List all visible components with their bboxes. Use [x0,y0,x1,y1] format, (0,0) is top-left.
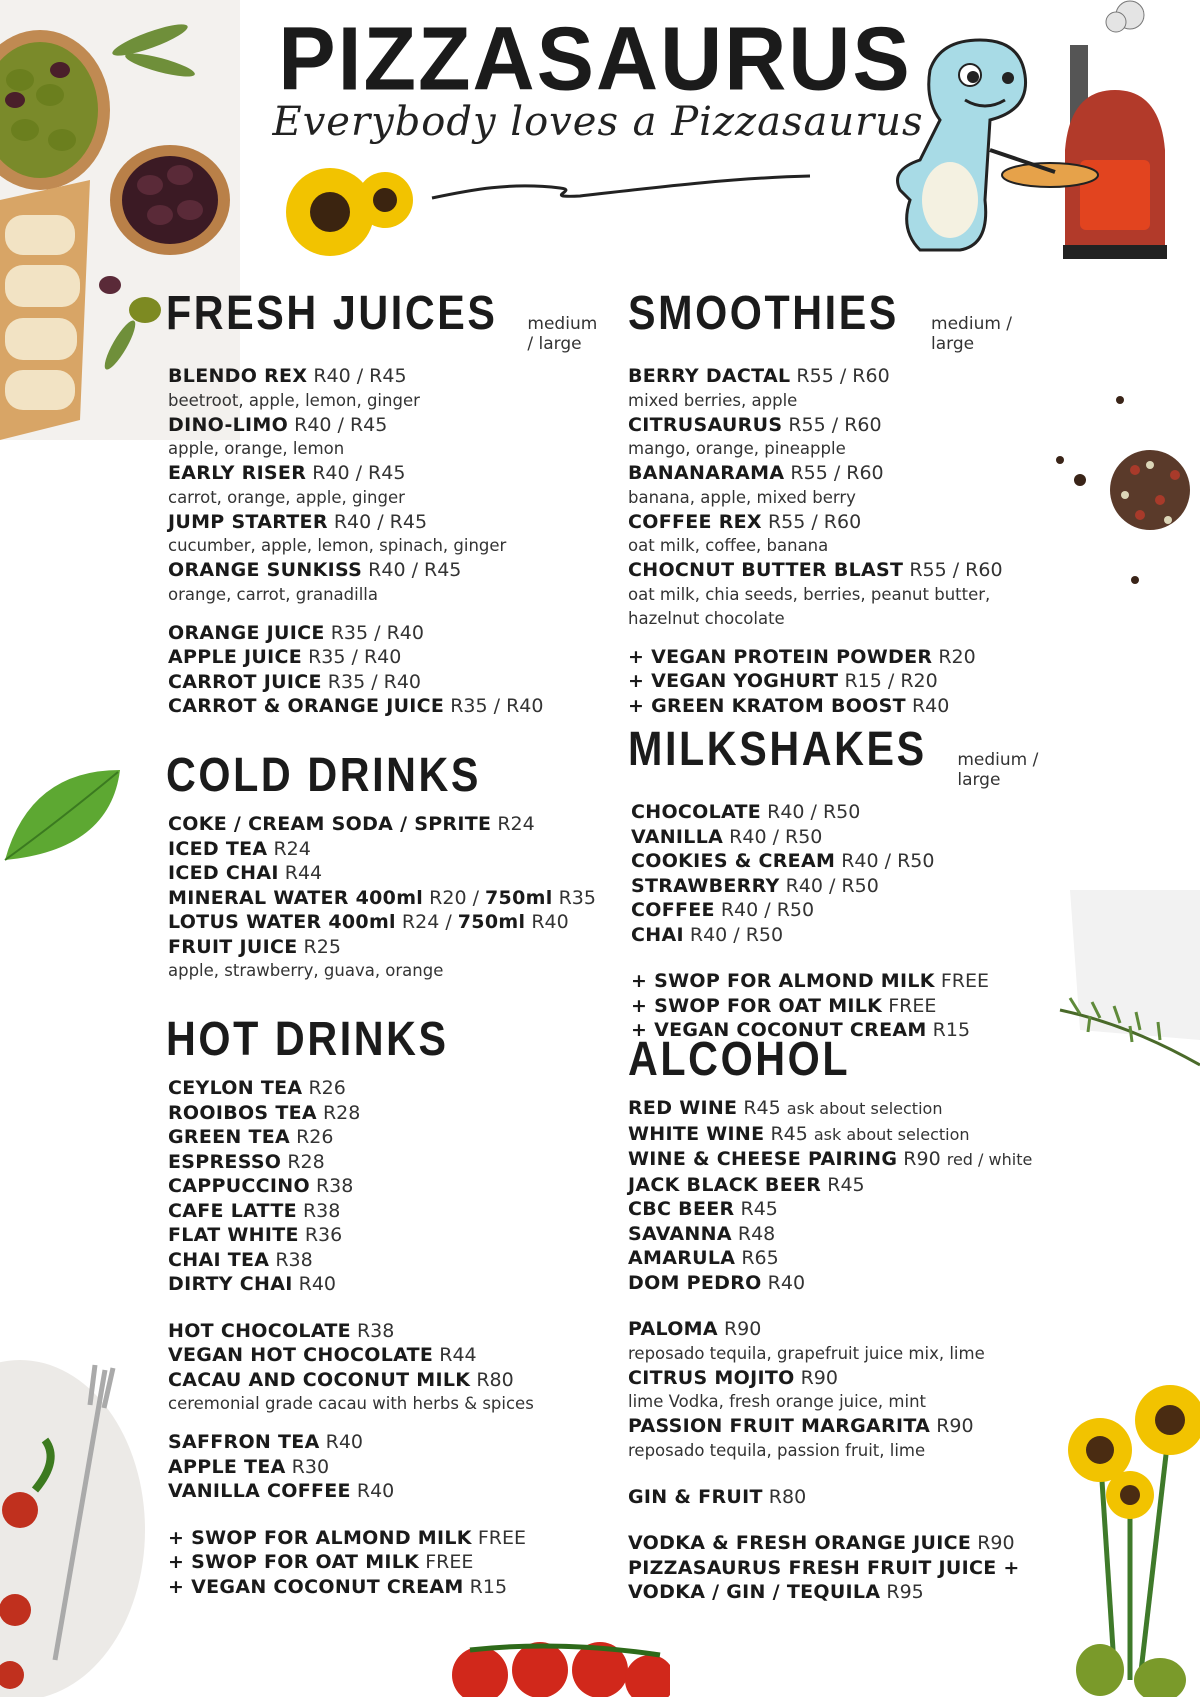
menu-item: ORANGE SUNKISS R40 / R45 orange, carrot, granadilla [168,559,462,604]
menu-item: SAFFRON TEA R40 [168,1431,364,1453]
menu-item: CACAU AND COCONUT MILK R80 [168,1368,514,1391]
menu-item: APPLE TEA R30 [168,1455,330,1478]
menu-extra: + SWOP FOR ALMOND MILK FREE [168,1526,526,1549]
menu-item: BERRY DACTAL R55 / R60 [628,365,890,387]
brand-title: PIZZASAURUS [278,8,912,110]
menu-item: CBC BEER R45 [628,1198,778,1220]
menu-item: RED WINE R45 ask about selection [628,1097,943,1119]
section-sizes: medium / large [931,314,1013,354]
menu-item: BANANARAMA R55 / R60 [628,462,884,484]
fresh-juices-section [168,288,608,719]
menu-item: ICED TEA R24 [168,837,311,860]
menu-item: PIZZASAURUS FRESH FRUIT JUICE + [628,1556,1020,1579]
menu-item: CHOCNUT BUTTER BLAST R55 / R60 [628,559,1003,581]
sunflower-icon [280,160,420,270]
tomatoes-icon [450,1620,670,1697]
section-title: HOT DRINKS [166,1013,449,1066]
menu-item: SAVANNA R48 [628,1222,776,1245]
menu-item: LOTUS WATER 400ml R24 / 750ml R40 [168,911,569,933]
tagline-swoosh [430,168,830,208]
menu-item: COFFEE REX R55 / R60 [628,510,862,533]
menu-item: AMARULA R65 [628,1247,779,1269]
smoothies-section: SMOOTHIES medium / large BERRY DACTAL R55 / R60 mixed berries, apple CITRUSAURUS R55 / R60 mango, orange, pineapple BANANARAMA R55 / R60 banana, apple, mixed berry COFFEE REX R55 / R60 oat milk, coffee, banana CHOCNUT BUTTER BLAST R55 / R60 oat milk, chia seeds, berries, peanut butter, hazelnut chocolate + VEGAN PROTEIN POWDER R20 + VEGAN YOGHURT R15 / R20 + GREEN KRATOM BOOST R40 [628,288,1058,718]
menu-item: COOKIES & CREAM R40 / R50 [631,850,935,872]
menu-item: ORANGE JUICE R35 / R40 [168,621,424,644]
menu-item: MINERAL WATER 400ml R20 / 750ml R35 [168,886,596,909]
menu-extra: + VEGAN COCONUT CREAM R15 [631,1019,971,1041]
menu-item: COFFEE R40 / R50 [631,899,815,921]
menu-item: VODKA / GIN / TEQUILA R95 [628,1581,924,1603]
menu-item: DOM PEDRO R40 [628,1271,806,1294]
menu-extra: + VEGAN COCONUT CREAM R15 [168,1575,508,1598]
menu-item: DIRTY CHAI R40 [168,1273,337,1295]
menu-item: DINO-LIMO R40 / R45 apple, orange, lemon [168,413,388,458]
peppercorns-icon [1040,370,1200,620]
section-title: FRESH JUICES [166,287,498,340]
menu-item: GREEN TEA R26 [168,1126,334,1148]
menu-item: PASSION FRUIT MARGARITA R90 [628,1415,974,1437]
menu-item: JACK BLACK BEER R45 [628,1173,865,1196]
menu-item: FLAT WHITE R36 [168,1224,343,1246]
chili-plate-icon [0,1360,150,1697]
menu-item: WINE & CHEESE PAIRING R90 red / white [628,1148,1033,1170]
section-sizes: medium / large [957,750,1039,790]
menu-item: VANILLA R40 / R50 [631,825,823,848]
menu-item: CARROT & ORANGE JUICE R35 / R40 [168,695,544,717]
menu-item: VODKA & FRESH ORANGE JUICE R90 [628,1532,1015,1554]
menu-item: GIN & FRUIT R80 [628,1485,807,1508]
menu-item: ESPRESSO R28 [168,1150,325,1173]
menu-item: CITRUS MOJITO R90 [628,1366,838,1389]
menu-item: APPLE JUICE R35 / R40 [168,646,402,668]
menu-item: CHAI R40 / R50 [631,923,784,946]
menu-item: CARROT JUICE R35 / R40 [168,670,422,693]
cold-drinks-section [168,750,596,983]
menu-item: JUMP STARTER R40 / R45 cucumber, apple, lemon, spinach, ginger [168,510,507,555]
menu-extra: + SWOP FOR OAT MILK FREE [168,1551,474,1573]
rosemary-icon [1040,890,1200,1090]
brand-tagline: Everybody loves a Pizzasaurus [272,99,924,145]
menu-item: EARLY RISER R40 / R45 carrot, orange, apple, ginger [168,462,406,507]
item-description: ceremonial grade cacau with herbs & spices [168,1394,534,1413]
menu-item: CEYLON TEA R26 [168,1077,346,1099]
menu-item: CHAI TEA R38 [168,1248,313,1271]
menu-item: ICED CHAI R44 [168,862,323,884]
menu-item: VEGAN HOT CHOCOLATE R44 [168,1344,477,1366]
sunflower-bouquet-icon [1060,1380,1200,1697]
menu-extra: + SWOP FOR ALMOND MILK FREE [631,970,989,992]
basil-leaf-icon [0,760,125,870]
section-title: SMOOTHIES [628,287,899,340]
menu-item: COKE / CREAM SODA / SPRITE R24 [168,813,535,835]
menu-item: CAPPUCCINO R38 [168,1175,354,1197]
item-description: apple, strawberry, guava, orange [168,961,444,980]
menu-item: CHOCOLATE R40 / R50 [631,801,861,823]
menu-item: PALOMA R90 [628,1318,762,1340]
menu-item: VANILLA COFFEE R40 [168,1480,395,1502]
menu-extra: + SWOP FOR OAT MILK FREE [631,994,937,1017]
section-title: COLD DRINKS [166,749,482,802]
menu-item: STRAWBERRY R40 / R50 [631,874,879,897]
milkshakes-section [628,724,1058,1043]
menu-item: CAFE LATTE R38 [168,1199,341,1222]
section-title: ALCOHOL [628,1033,851,1086]
menu-extra: + GREEN KRATOM BOOST R40 [628,694,950,717]
hot-drinks-section [168,1014,534,1599]
menu-item: BLENDO REX R40 / R45 beetroot, apple, lemon, ginger [168,365,420,410]
section-sizes: medium / large [527,314,598,354]
menu-item: CITRUSAURUS R55 / R60 [628,413,882,436]
menu-extra: + VEGAN PROTEIN POWDER R20 [628,645,976,668]
menu-item: WHITE WINE R45 ask about selection [628,1122,970,1145]
menu-item: FRUIT JUICE R25 [168,935,341,958]
menu-list [168,364,608,719]
menu-item: HOT CHOCOLATE R38 [168,1319,395,1342]
dinosaur-chef-icon [880,0,1200,265]
section-title: MILKSHAKES [628,723,927,776]
menu-item: ROOIBOS TEA R28 [168,1101,361,1124]
menu-extra: + VEGAN YOGHURT R15 / R20 [628,670,938,692]
alcohol-section: ALCOHOL RED WINE R45 ask about selection WHITE WINE R45 ask about selection WINE & CHEESE PAIRING R90 red / white JACK BLACK BEER R45 CBC BEER R45 SAVANNA R48 AMARULA R65 DOM PEDRO R40 PALOMA R90 reposado tequila, grapefruit juice mix, lime CITRUS MOJITO R90 lime Vodka, fresh orange juice, mint PASSION FRUIT MARGARITA R90 reposado tequila, passion fruit, lime GIN & FRUIT R80 VODKA & FRESH ORANGE JUICE R90 PIZZASAURUS FRESH FRUIT JUICE + VODKA / GIN / TEQUILA R95 [628,1033,1033,1603]
